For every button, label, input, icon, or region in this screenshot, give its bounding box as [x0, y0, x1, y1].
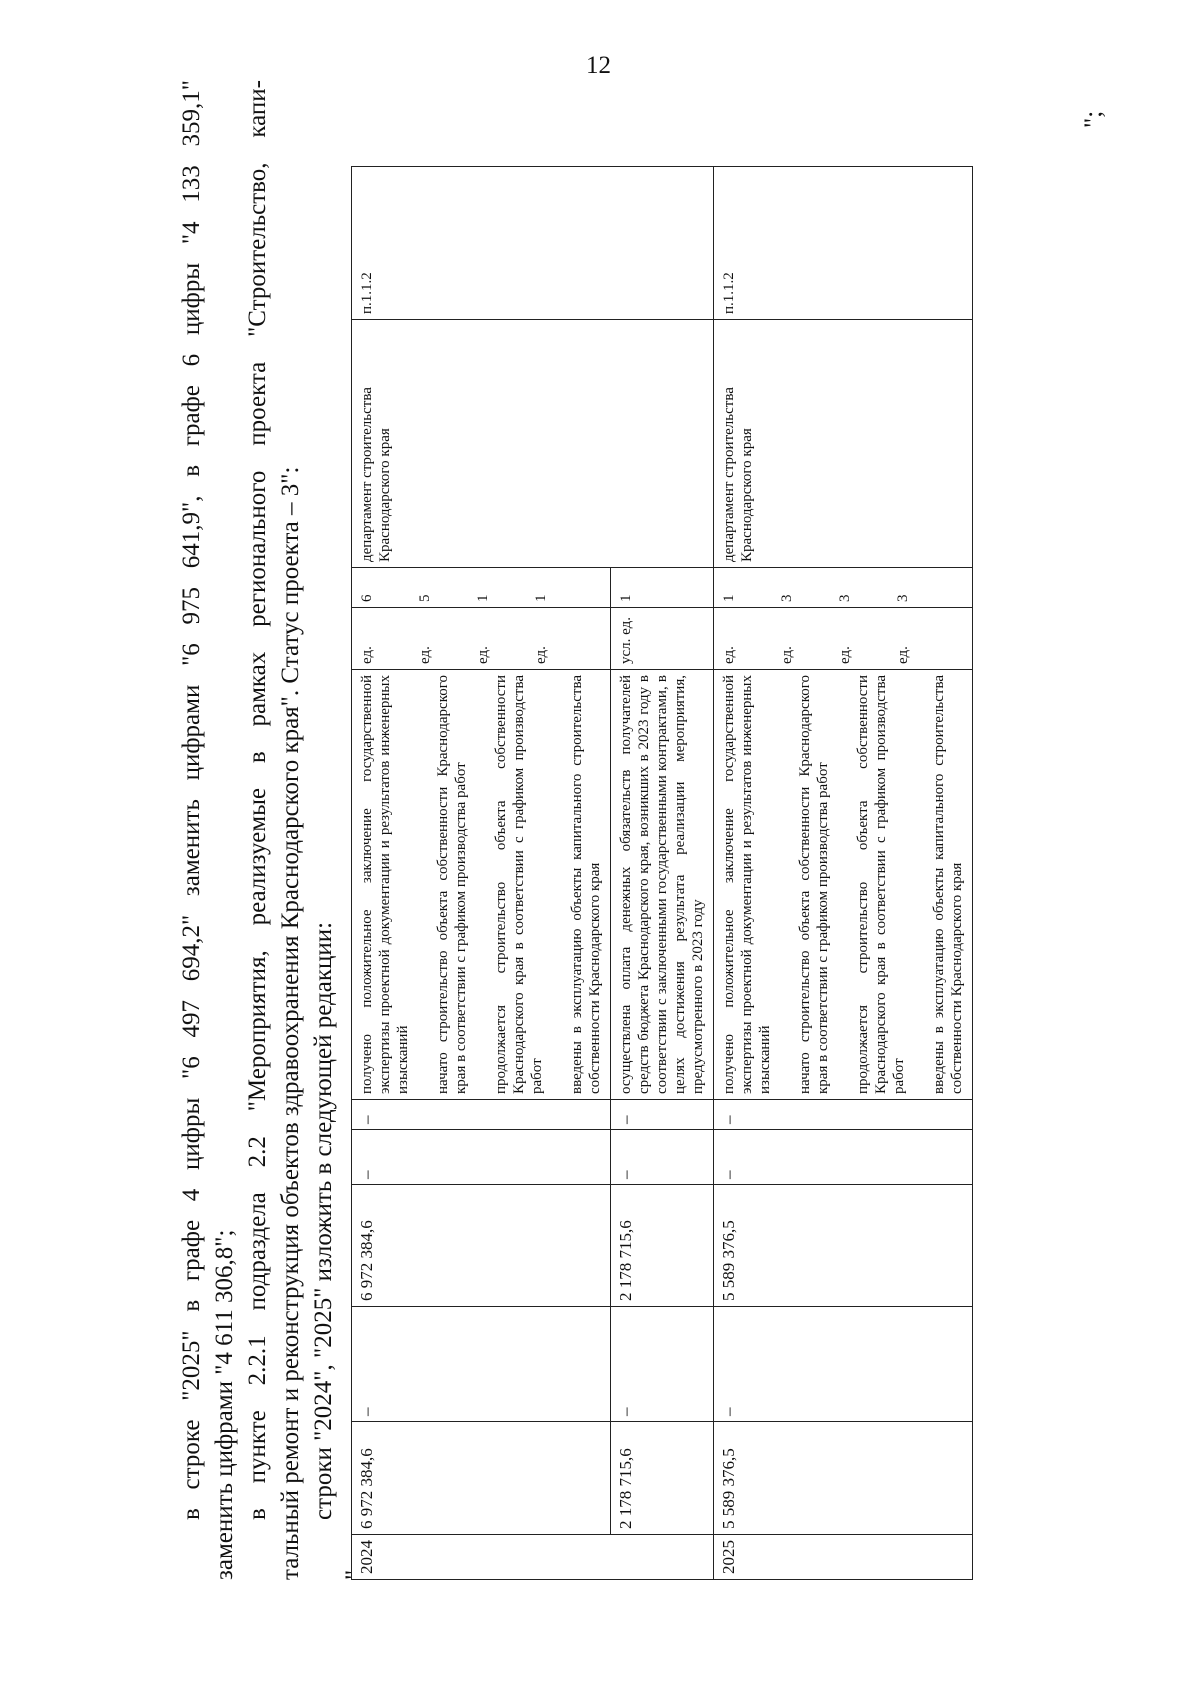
- cell-results: [352, 670, 611, 1100]
- value-item: 1: [475, 594, 491, 602]
- result-item: осуществлена оплата денежных обязательств получателей средств бюджета Краснодарского края, возникших в 2023 году в соответствии с заключенными государственными контрактами, в целях достижения результата реализации мероприятия, предусмотренного в 2023 году: [618, 675, 706, 1094]
- cell-values: [611, 568, 714, 608]
- value-item: 5: [417, 594, 433, 602]
- text-line: в пункте 2.2.1 подраздела 2.2 "Мероприятия, реализуемые в рамках регионального проекта "Строительство, капи-: [244, 80, 271, 1520]
- cell-results: [714, 670, 973, 1100]
- table-row: [714, 167, 973, 1580]
- cell-units: [352, 608, 611, 670]
- cell-executor: департамент строительства Краснодарского края: [352, 320, 611, 568]
- intro-text: [175, 80, 340, 1580]
- cell-c4: 6 972 384,6: [352, 1185, 611, 1307]
- text-line: тальный ремонт и реконструкция объектов здравоохранения Краснодарского края". Статус проекта – 3":: [277, 466, 304, 1580]
- unit-item: ед.: [779, 646, 795, 664]
- cell-c6: –: [611, 1100, 714, 1130]
- result-item: продолжается строительство объекта собственности Краснодарского края в соответствии с графиком производства работ: [855, 675, 907, 1094]
- cell-c5: –: [611, 1130, 714, 1185]
- unit-item: ед.: [533, 646, 549, 664]
- closing-quote: ";: [1080, 110, 1107, 128]
- cell-c3: –: [352, 1307, 611, 1422]
- cell-results: [611, 670, 714, 1100]
- value-item: 1: [618, 594, 634, 602]
- value-item: 1: [721, 594, 737, 602]
- amendment-paragraph-3: [307, 80, 340, 1580]
- unit-item: ед.: [837, 646, 853, 664]
- cell-c3: –: [714, 1307, 973, 1422]
- result-item: введены в эксплуатацию объекты капитального строительства собственности Краснодарского края: [931, 675, 965, 1094]
- amendment-paragraph-2: [241, 80, 274, 1580]
- cell-c6: –: [352, 1100, 611, 1130]
- cell-c5: –: [352, 1130, 611, 1185]
- unit-item: ед.: [475, 646, 491, 664]
- measures-table: [351, 166, 973, 1580]
- table-row: [611, 167, 714, 1580]
- cell-executor: [611, 320, 714, 568]
- cell-values: [714, 568, 973, 608]
- amendment-paragraph-2-cont: [274, 80, 307, 1580]
- result-item: начато строительство объекта собственности Краснодарского края в соответствии с графиком производства работ: [435, 675, 469, 1094]
- amendment-paragraph-1: [175, 80, 208, 1580]
- unit-item: ед.: [417, 646, 433, 664]
- opening-quote: ": [341, 1569, 368, 1580]
- cell-c5: –: [714, 1130, 973, 1185]
- unit-item: ед.: [721, 646, 737, 664]
- cell-ref: п.1.1.2: [714, 167, 973, 320]
- cell-year: 2025: [714, 1535, 973, 1580]
- cell-c3: –: [611, 1307, 714, 1422]
- amendment-paragraph-1-cont: [208, 80, 241, 1580]
- result-item: получено положительное заключение государственной экспертизы проектной документации и результатов инженерных изысканий: [359, 675, 411, 1094]
- cell-total: 5 589 376,5: [714, 1422, 973, 1535]
- text-line: в строке "2025" в графе 4 цифры "6 497 694,2" заменить цифрами "6 975 641,9", в графе 6 цифры "4 133 359,1": [178, 80, 205, 1520]
- value-item: 6: [359, 594, 375, 602]
- result-item: продолжается строительство объекта собственности Краснодарского края в соответствии с графиком производства работ: [493, 675, 545, 1094]
- cell-ref: п.1.1.2: [352, 167, 611, 320]
- value-item: 3: [837, 594, 853, 602]
- cell-c6: –: [714, 1100, 973, 1130]
- cell-c4: 5 589 376,5: [714, 1185, 973, 1307]
- cell-units: [611, 608, 714, 670]
- unit-item: ед.: [895, 646, 911, 664]
- cell-year: 2024: [352, 1535, 611, 1580]
- cell-units: [714, 608, 973, 670]
- value-item: 3: [779, 594, 795, 602]
- result-item: введены в эксплуатацию объекты капитального строительства собственности Краснодарского края: [569, 675, 603, 1094]
- text-line: заменить цифрами "4 611 306,8";: [211, 1229, 238, 1580]
- value-item: 1: [533, 594, 549, 602]
- text-line: строки "2024", "2025" изложить в следующей редакции:: [310, 921, 337, 1520]
- result-item: получено положительное заключение государственной экспертизы проектной документации и результатов инженерных изысканий: [721, 675, 773, 1094]
- unit-item: ед.: [359, 646, 375, 664]
- cell-c4: 2 178 715,6: [611, 1185, 714, 1307]
- value-item: 3: [895, 594, 911, 602]
- cell-total: 2 178 715,6: [611, 1422, 714, 1535]
- cell-values: [352, 568, 611, 608]
- unit-item: усл. ед.: [618, 617, 634, 664]
- rotated-document-body: [175, 80, 1135, 1580]
- cell-ref: [611, 167, 714, 320]
- cell-total: 6 972 384,6: [352, 1422, 611, 1535]
- cell-executor: департамент строительства Краснодарского края: [714, 320, 973, 568]
- result-item: начато строительство объекта собственности Краснодарского края в соответствии с графиком производства работ: [797, 675, 831, 1094]
- table-row: [352, 167, 611, 1580]
- cell-year: [611, 1535, 714, 1580]
- page-number: 12: [586, 52, 611, 79]
